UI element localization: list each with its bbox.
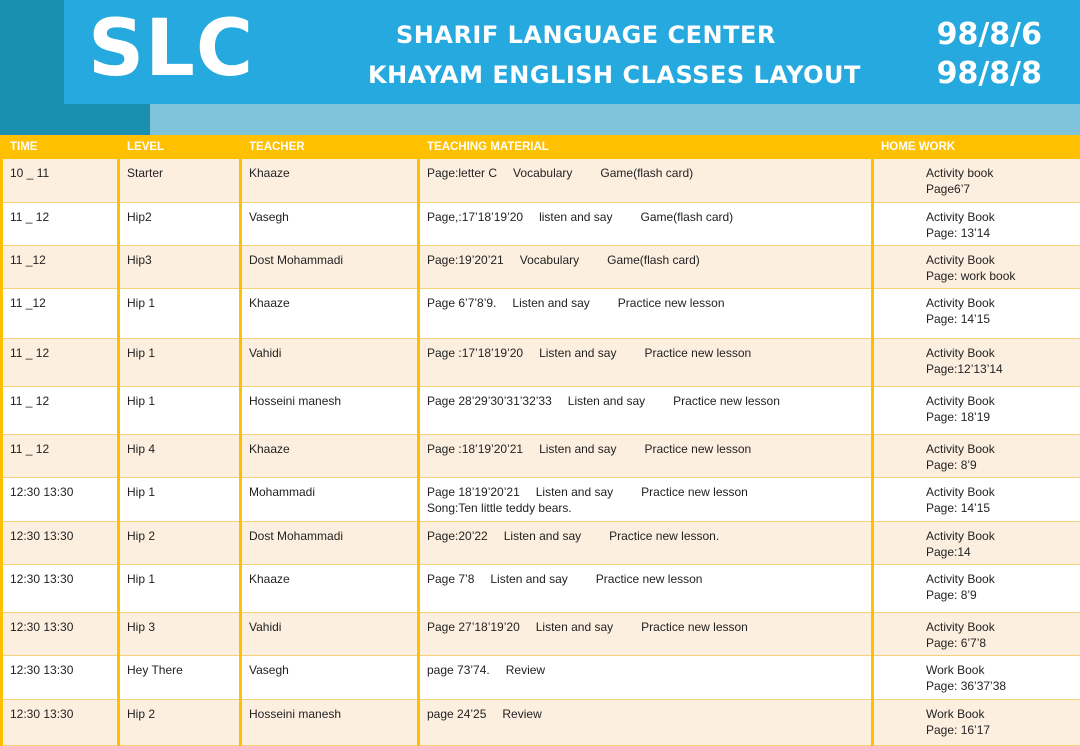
homework-cell	[873, 386, 1080, 434]
teacher-cell: Vasegh	[241, 656, 419, 699]
column-header-home-work: HOME WORK	[873, 135, 1080, 159]
teacher-cell: Khaaze	[241, 564, 419, 612]
teacher-cell: Khaaze	[241, 289, 419, 338]
level-cell: Hip 1	[119, 289, 241, 338]
time-cell: 12:30 13:30	[2, 699, 119, 745]
material-item: Page:20’22	[427, 528, 488, 543]
teacher-cell: Khaaze	[241, 159, 419, 202]
homework-book: Activity Book	[926, 296, 995, 311]
material-item: Review	[502, 706, 542, 721]
table-row	[2, 478, 1080, 521]
page-title: SHARIF LANGUAGE CENTER	[396, 21, 776, 49]
logo: SLC	[88, 4, 255, 94]
table-row	[2, 386, 1080, 434]
homework-book: Activity Book	[926, 485, 995, 500]
schedule-table	[0, 135, 1080, 746]
page-subtitle: KHAYAM ENGLISH CLASSES LAYOUT	[368, 61, 861, 89]
teaching-material-cell	[419, 478, 873, 521]
teaching-material-cell	[419, 246, 873, 289]
homework-book: Activity book	[926, 166, 994, 180]
homework-book: Activity Book	[926, 345, 995, 360]
time-cell: 10 _ 11	[2, 159, 119, 202]
level-cell: Hip 1	[119, 564, 241, 612]
material-item: Practice new lesson	[641, 485, 748, 500]
material-item: listen and say	[539, 209, 613, 224]
date-1: 98/8/6	[936, 17, 1042, 52]
material-item: Listen and say	[567, 393, 646, 408]
material-item: Review	[505, 663, 546, 678]
material-item: Practice new lesson	[641, 620, 748, 635]
time-cell: 11 _ 12	[2, 386, 119, 434]
material-item: Page:19’20’21	[427, 253, 504, 267]
teacher-cell: Khaaze	[241, 435, 419, 478]
homework-pages: Page: 36’37’38	[926, 679, 1007, 694]
homework-book: Activity Book	[926, 528, 995, 543]
table-row	[2, 564, 1080, 612]
homework-pages: Page: 13’14	[926, 225, 991, 240]
table-row	[2, 613, 1080, 656]
homework-pages: Page: 18’19	[926, 409, 991, 424]
material-item: Practice new lesson	[595, 571, 703, 586]
material-item: Practice new lesson	[644, 345, 752, 360]
time-cell: 11 _ 12	[2, 338, 119, 386]
table-row	[2, 289, 1080, 338]
teaching-material-cell	[419, 613, 873, 656]
homework-cell	[873, 202, 1080, 245]
table-row	[2, 246, 1080, 289]
homework-book: Activity Book	[926, 253, 995, 267]
time-cell: 12:30 13:30	[2, 521, 119, 564]
time-cell: 11 _ 12	[2, 202, 119, 245]
level-cell: Hip3	[119, 246, 241, 289]
teaching-material-cell	[419, 564, 873, 612]
level-cell: Hip 2	[119, 699, 241, 745]
material-item: Page:letter C	[427, 166, 498, 180]
column-header-level: LEVEL	[119, 135, 241, 159]
homework-book: Activity Book	[926, 209, 995, 224]
level-cell: Hip2	[119, 202, 241, 245]
material-item: page 73’74.	[427, 663, 490, 678]
material-item: Vocabulary	[513, 166, 573, 180]
table-header-row	[2, 135, 1080, 159]
column-header-teacher: TEACHER	[241, 135, 419, 159]
teaching-material-cell	[419, 202, 873, 245]
material-item: Listen and say	[535, 485, 614, 500]
homework-pages: Page: 14’15	[926, 312, 991, 327]
homework-pages: Page:12’13’14	[926, 361, 1003, 376]
homework-cell	[873, 246, 1080, 289]
time-cell: 12:30 13:30	[2, 656, 119, 699]
teaching-material-cell	[419, 289, 873, 338]
material-item: Listen and say	[535, 620, 614, 635]
teacher-cell: Hosseini manesh	[241, 386, 419, 434]
time-cell: 11 _12	[2, 289, 119, 338]
homework-pages: Page: work book	[926, 269, 1016, 283]
material-item: Page 6’7’8’9.	[427, 296, 497, 311]
material-item: Listen and say	[512, 296, 590, 311]
material-item: Page 28’29’30’31’32’33	[427, 393, 552, 408]
homework-cell	[873, 435, 1080, 478]
material-item: Listen and say	[503, 528, 582, 543]
table-row	[2, 159, 1080, 202]
material-note: Song:Ten little teddy bears.	[427, 501, 572, 516]
time-cell: 11 _12	[2, 246, 119, 289]
time-cell: 12:30 13:30	[2, 478, 119, 521]
level-cell: Hip 2	[119, 521, 241, 564]
homework-cell	[873, 289, 1080, 338]
level-cell: Hey There	[119, 656, 241, 699]
table-row	[2, 521, 1080, 564]
teaching-material-cell	[419, 435, 873, 478]
homework-cell	[873, 478, 1080, 521]
teaching-material-cell	[419, 656, 873, 699]
teaching-material-cell	[419, 386, 873, 434]
homework-pages: Page6’7	[926, 182, 971, 196]
material-item: Listen and say	[490, 571, 568, 586]
material-item: Practice new lesson	[617, 296, 725, 311]
table-row	[2, 202, 1080, 245]
level-cell: Starter	[119, 159, 241, 202]
table-row	[2, 656, 1080, 699]
homework-cell	[873, 613, 1080, 656]
material-item: Page :18’19’20’21	[427, 442, 524, 457]
table-row	[2, 338, 1080, 386]
table-row	[2, 435, 1080, 478]
material-item: Listen and say	[539, 442, 617, 457]
time-cell: 11 _ 12	[2, 435, 119, 478]
time-cell: 12:30 13:30	[2, 564, 119, 612]
homework-cell	[873, 521, 1080, 564]
homework-pages: Page:14	[926, 544, 971, 559]
homework-pages: Page: 14’15	[926, 501, 991, 516]
homework-book: Activity Book	[926, 442, 995, 457]
homework-pages: Page: 8’9	[926, 587, 977, 602]
homework-book: Activity Book	[926, 393, 995, 408]
homework-cell	[873, 656, 1080, 699]
level-cell: Hip 1	[119, 478, 241, 521]
material-item: Vocabulary	[519, 253, 580, 267]
homework-pages: Page: 8’9	[926, 458, 977, 473]
homework-cell	[873, 699, 1080, 745]
column-header-spacer	[821, 135, 873, 159]
homework-pages: Page: 16’17	[926, 722, 991, 737]
teacher-cell: Mohammadi	[241, 478, 419, 521]
homework-cell	[873, 159, 1080, 202]
material-item: Practice new lesson	[644, 442, 752, 457]
table-row	[2, 699, 1080, 745]
homework-book: Activity Book	[926, 620, 995, 635]
material-item: Game(flash card)	[600, 166, 694, 180]
material-item: Practice new lesson	[673, 393, 780, 408]
time-cell: 12:30 13:30	[2, 613, 119, 656]
material-item: Page,:17’18’19’20	[427, 209, 524, 224]
teacher-cell: Vahidi	[241, 338, 419, 386]
level-cell: Hip 1	[119, 386, 241, 434]
material-item: Page :17’18’19’20	[427, 345, 524, 360]
teaching-material-cell	[419, 338, 873, 386]
date-2: 98/8/8	[936, 56, 1042, 91]
teacher-cell: Dost Mohammadi	[241, 246, 419, 289]
material-item: Listen and say	[539, 345, 617, 360]
material-item: Page 27’18’19’20	[427, 620, 520, 635]
teacher-cell: Hosseini manesh	[241, 699, 419, 745]
homework-book: Work Book	[926, 706, 985, 721]
teacher-cell: Vahidi	[241, 613, 419, 656]
material-item: Page 18’19’20’21	[427, 485, 520, 500]
homework-cell	[873, 338, 1080, 386]
homework-book: Activity Book	[926, 571, 995, 586]
teacher-cell: Vasegh	[241, 202, 419, 245]
material-item: Game(flash card)	[607, 253, 700, 267]
teaching-material-cell	[419, 699, 873, 745]
column-header-teaching-material: TEACHING MATERIAL	[419, 135, 821, 159]
material-item: Game(flash card)	[640, 209, 734, 224]
homework-cell	[873, 564, 1080, 612]
level-cell: Hip 1	[119, 338, 241, 386]
teaching-material-cell	[419, 521, 873, 564]
homework-book: Work Book	[926, 663, 985, 678]
homework-pages: Page: 6’7’8	[926, 636, 987, 651]
teacher-cell: Dost Mohammadi	[241, 521, 419, 564]
material-item: Page 7’8	[427, 571, 475, 586]
column-header-time: TIME	[2, 135, 119, 159]
teaching-material-cell	[419, 159, 873, 202]
material-item: page 24’25	[427, 706, 487, 721]
level-cell: Hip 3	[119, 613, 241, 656]
material-item: Practice new lesson.	[609, 528, 720, 543]
level-cell: Hip 4	[119, 435, 241, 478]
